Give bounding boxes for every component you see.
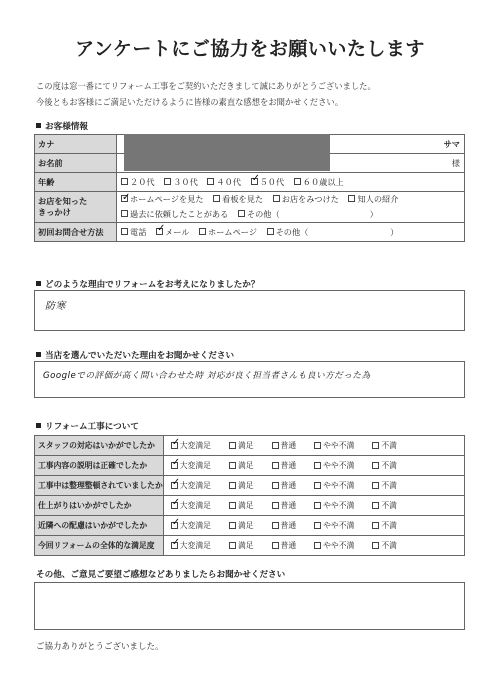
other-answer-box[interactable]	[34, 582, 465, 630]
rating-option-label: 不満	[381, 541, 397, 550]
rating-option[interactable]	[372, 440, 397, 451]
rating-option-label: やや不満	[323, 521, 355, 530]
checkbox-icon[interactable]	[314, 482, 321, 489]
rating-option-label: 満足	[237, 441, 254, 450]
rating-option-label: やや不満	[323, 461, 355, 470]
rating-option[interactable]	[229, 540, 254, 551]
age-label: 年齢	[35, 173, 117, 192]
rating-option-label: 普通	[280, 461, 297, 470]
rating-question: 今回リフォームの全体的な満足度	[35, 536, 164, 556]
rating-option-label: 満足	[237, 521, 254, 530]
rating-option[interactable]	[372, 500, 397, 511]
store-heading: 当店を選んでいただいた理由をお聞かせください	[36, 349, 234, 361]
checkbox-icon[interactable]	[171, 522, 178, 529]
checkbox-icon[interactable]	[372, 542, 379, 549]
checkbox-icon[interactable]	[372, 522, 379, 529]
rating-option-label: 不満	[381, 441, 397, 450]
rating-options	[163, 476, 464, 496]
checkbox-icon[interactable]	[294, 178, 301, 185]
rating-options	[163, 496, 464, 516]
how-found-label: お店を知った きっかけ	[35, 192, 117, 223]
checkbox-icon[interactable]	[229, 502, 236, 509]
rating-options	[163, 436, 464, 456]
how-found-option[interactable]: お店をみつけた	[273, 192, 339, 207]
rating-row	[35, 436, 465, 456]
rating-option-label: やや不満	[323, 541, 355, 550]
name-label: お名前	[35, 154, 117, 173]
how-found-options	[117, 192, 465, 223]
rating-option[interactable]	[171, 440, 211, 451]
rating-option-label: 不満	[381, 521, 397, 530]
rating-option[interactable]	[314, 460, 354, 471]
rating-option-label: 満足	[237, 541, 254, 550]
rating-options	[163, 456, 464, 476]
rating-option-label: やや不満	[323, 481, 355, 490]
checkbox-icon[interactable]	[229, 482, 236, 489]
construction-heading: リフォーム工事について	[36, 420, 139, 432]
rating-option-label: 満足	[237, 481, 254, 490]
rating-option[interactable]	[314, 500, 354, 511]
age-option[interactable]: ２０代	[121, 177, 155, 188]
rating-option[interactable]	[372, 480, 397, 491]
checkbox-icon[interactable]	[272, 522, 279, 529]
store-answer-box[interactable]	[34, 361, 465, 398]
rating-option[interactable]	[372, 460, 397, 471]
checkbox-icon[interactable]	[199, 228, 206, 235]
rating-option[interactable]	[229, 440, 254, 451]
checkbox-icon[interactable]	[121, 228, 128, 235]
rating-question: 近隣への配慮はいかがでしたか	[35, 516, 164, 536]
name-suffix: 様	[451, 157, 460, 168]
intro-line-1: この度は窓一番にてリフォーム工事をご契約いただきまして誠にありがとうございました。	[36, 81, 376, 91]
checkbox-icon[interactable]	[213, 195, 220, 202]
how-found-option[interactable]: ✓ホームページを見た	[121, 192, 204, 207]
checkbox-icon[interactable]	[171, 542, 178, 549]
rating-option[interactable]	[272, 500, 297, 511]
rating-option-label: 大変満足	[179, 501, 211, 510]
checkbox-icon[interactable]	[229, 542, 236, 549]
rating-option-label: 普通	[280, 541, 297, 550]
rating-option[interactable]	[171, 540, 211, 551]
rating-option-label: 普通	[280, 441, 297, 450]
construction-rating-table	[34, 435, 465, 556]
checkbox-icon[interactable]	[314, 442, 321, 449]
rating-question: 工事中は整理整頓されていましたか	[35, 476, 164, 496]
how-found-option[interactable]: 看板を見た	[213, 192, 263, 207]
first-contact-label: 初回お問合せ方法	[35, 223, 117, 242]
rating-option[interactable]	[229, 460, 254, 471]
rating-option-label: 普通	[280, 521, 297, 530]
checkbox-icon[interactable]	[372, 442, 379, 449]
customer-info-heading: お客様情報	[36, 120, 88, 132]
checkbox-icon[interactable]	[272, 482, 279, 489]
checkbox-icon[interactable]	[251, 178, 258, 185]
rating-option[interactable]	[272, 460, 297, 471]
rating-option-label: 大変満足	[179, 461, 211, 470]
checkbox-icon[interactable]	[267, 228, 274, 235]
checkbox-icon[interactable]	[121, 210, 128, 217]
rating-question: スタッフの対応はいかがでしたか	[35, 436, 164, 456]
contact-option[interactable]: ✓ メール	[156, 227, 189, 238]
rating-option-label: やや不満	[323, 501, 355, 510]
checkbox-icon[interactable]	[314, 462, 321, 469]
checkbox-icon[interactable]	[238, 210, 245, 217]
age-option[interactable]: ✓ ５０代	[251, 177, 285, 188]
checkbox-icon[interactable]	[272, 542, 279, 549]
checkbox-icon[interactable]	[207, 178, 214, 185]
how-found-option[interactable]: 過去に依頼したことがある	[121, 207, 228, 222]
rating-option-label: 普通	[280, 501, 297, 510]
rating-question: 工事内容の説明は正確でしたか	[35, 456, 164, 476]
rating-option-label: 満足	[237, 461, 254, 470]
rating-option[interactable]	[314, 520, 354, 531]
checkbox-icon[interactable]	[229, 522, 236, 529]
checkbox-icon[interactable]	[171, 442, 178, 449]
rating-question: 仕上がりはいかがでしたか	[35, 496, 164, 516]
rating-option[interactable]	[272, 440, 297, 451]
rating-option-label: 大変満足	[179, 541, 211, 550]
rating-row	[35, 516, 465, 536]
page-title: アンケートにご協力をお願いいたします	[75, 38, 425, 60]
contact-option[interactable]: 電話	[121, 227, 146, 238]
kana-suffix: サマ	[443, 138, 460, 149]
checkbox-icon[interactable]	[372, 502, 379, 509]
rating-row	[35, 496, 465, 516]
rating-option[interactable]	[171, 500, 211, 511]
rating-option-label: やや不満	[323, 441, 355, 450]
contact-option[interactable]: その他（ ）	[267, 227, 399, 238]
rating-row	[35, 476, 465, 496]
rating-row	[35, 456, 465, 476]
checkbox-icon[interactable]	[121, 178, 128, 185]
rating-option[interactable]	[314, 540, 354, 551]
checkbox-icon[interactable]	[171, 462, 178, 469]
checkbox-icon[interactable]	[273, 195, 280, 202]
rating-option-label: 不満	[381, 461, 397, 470]
rating-option[interactable]	[314, 480, 354, 491]
checkbox-icon[interactable]	[372, 482, 379, 489]
age-option[interactable]: ４０代	[207, 177, 241, 188]
rating-option[interactable]	[314, 440, 354, 451]
checkbox-icon[interactable]	[314, 542, 321, 549]
reason-heading: どのような理由でリフォームをお考えになりましたか？	[36, 278, 259, 290]
rating-option[interactable]	[372, 540, 397, 551]
reason-answer: 防寒	[45, 301, 66, 312]
rating-option-label: 普通	[280, 481, 297, 490]
rating-option[interactable]	[171, 520, 211, 531]
rating-option[interactable]	[171, 480, 211, 491]
rating-option-label: 不満	[381, 481, 397, 490]
checkbox-icon[interactable]	[229, 442, 236, 449]
checkbox-icon[interactable]	[272, 502, 279, 509]
rating-option[interactable]	[272, 540, 297, 551]
rating-option[interactable]	[229, 500, 254, 511]
rating-option-label: 不満	[381, 501, 397, 510]
checkbox-icon[interactable]	[314, 502, 321, 509]
checkbox-icon[interactable]	[314, 522, 321, 529]
age-option[interactable]: ３０代	[164, 177, 198, 188]
checkbox-icon[interactable]	[171, 482, 178, 489]
reason-answer-box[interactable]	[34, 290, 465, 331]
rating-options	[163, 516, 464, 536]
other-heading: その他、ご意見ご要望ご感想などありましたらお聞かせください	[36, 570, 286, 580]
rating-option[interactable]	[229, 480, 254, 491]
rating-option-label: 大変満足	[179, 441, 211, 450]
checkbox-icon[interactable]	[272, 462, 279, 469]
checkbox-icon[interactable]	[164, 178, 171, 185]
checkbox-icon[interactable]	[372, 462, 379, 469]
checkbox-icon[interactable]	[272, 442, 279, 449]
first-contact-options	[117, 223, 465, 242]
redacted-name-block	[124, 134, 330, 171]
age-option[interactable]: ６０歳以上	[294, 177, 344, 188]
kana-label: カナ	[35, 135, 117, 154]
checkbox-icon[interactable]	[348, 195, 355, 202]
rating-option[interactable]	[272, 480, 297, 491]
rating-option-label: 満足	[237, 501, 254, 510]
checkbox-icon[interactable]	[171, 502, 178, 509]
closing-text: ご協力ありがとうございました。	[36, 642, 164, 652]
checkbox-icon[interactable]	[156, 228, 163, 235]
rating-options	[163, 536, 464, 556]
rating-option[interactable]	[272, 520, 297, 531]
intro-line-2: 今後ともお客様にご満足いただけるように皆様の素直な感想をお聞かせください。	[36, 97, 343, 107]
rating-option[interactable]	[171, 460, 211, 471]
store-answer: Googleでの評価が高く問い合わせた時 対応が良く担当者さんも良い方だった為	[43, 371, 371, 381]
how-found-option[interactable]: 知人の紹介	[348, 192, 398, 207]
contact-option[interactable]: ホームページ	[199, 227, 257, 238]
rating-option-label: 大変満足	[179, 521, 211, 530]
rating-option[interactable]	[229, 520, 254, 531]
checkbox-icon[interactable]	[121, 195, 128, 202]
rating-option-label: 大変満足	[179, 481, 211, 490]
rating-row	[35, 536, 465, 556]
checkbox-icon[interactable]	[229, 462, 236, 469]
how-found-option[interactable]: その他（ ）	[238, 207, 378, 222]
age-options	[117, 173, 465, 192]
rating-option[interactable]	[372, 520, 397, 531]
